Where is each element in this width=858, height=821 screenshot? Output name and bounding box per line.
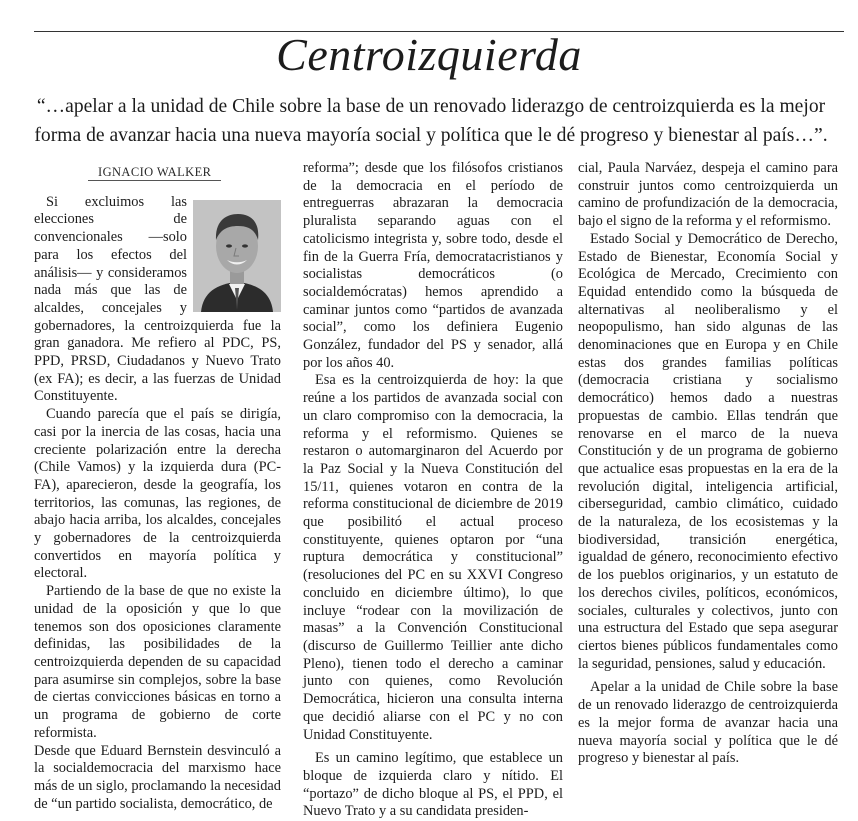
paragraph: reforma”; desde que los filósofos cristianos de la democracia en el período de entreguerras abrazaran la democracia pluralista separando aguas con el catolicismo integrista y, sobre todo, desde el fin de la Guerra Fría, democratacristianos y socialistas democráticos (o socialdemócratas) hemos aprendido a caminar juntos como “partidos de avanzada social”, como los definiera Eugenio González, fundador del PS y senador, allá por los años 40. — [303, 160, 563, 371]
author-portrait — [193, 200, 281, 312]
paragraph: Esa es la centroizquierda de hoy: la que reúne a los partidos de avanzada social con un claro compromiso con la democracia, la reforma y el reformismo. Quienes se restaron o automarginaron del Acuerdo por la Paz Social y la Nueva Constitución del 15/11, quienes votaron en contra de la reforma constitucional de diciembre de 2019 que posibilitó el actual proceso constituyente, quienes optaron por “una ruptura democrática y constitucional” (resoluciones del PC en su XXVI Congreso concluido en diciembre último), lo que incluye “rodear con la movilización de masas” a la Convención Constitucional (discurso de Guillermo Teillier ante dicho Pleno), tienen todo el derecho a caminar junto con quienes, como Revolución Democrática, hicieron una consulta interna que decidió aliarse con el PC y no con Unidad Constituyente. — [303, 372, 563, 743]
paragraph: Si excluimos las elecciones de convencionales —solo para los efectos del análisis— y consideramos nada más que las de alcaldes, concejales y gobernadores, la centroizquierda fue la gran ganadora. Me refiero al PDC, PS, PPD, PRSD, Ciudadanos y Nuevo Trato (ex FA); es decir, a las fuerzas de Unidad Constituyente. — [34, 193, 281, 405]
paragraph: cial, Paula Narváez, despeja el camino para construir juntos como centroizquierda un camino de profundización de la democracia, bajo el signo de la reforma y el reformismo. — [578, 160, 838, 230]
author-name: IGNACIO WALKER — [88, 165, 221, 181]
article-column-1 — [34, 164, 281, 813]
paragraph: Partiendo de la base de que no existe la unidad de la oposición y que lo que tenemos son dos oposiciones claramente definidas, las posibilidades de la centroizquierda dependen de su capacidad para asumirse sin complejos, sobre la base de ciertas convicciones básicas en torno a un programa de gobierno de corte reformista. — [34, 583, 281, 741]
article-title: Centroizquierda — [276, 29, 582, 80]
author-byline — [88, 164, 281, 182]
paragraph: Apelar a la unidad de Chile sobre la base de un renovado liderazgo de centroizquierda es la mejor forma de avanzar hacia una nueva mayoría social y política que le dé progreso y bienestar al país. — [578, 679, 838, 767]
pull-quote: “…apelar a la unidad de Chile sobre la base de un renovado liderazgo de centroizquierda es la mejor forma de avanzar hacia una nueva mayoría social y política que le dé progreso y bienestar al país…”. — [34, 96, 828, 146]
paragraph: Estado Social y Democrático de Derecho, Estado de Bienestar, Economía Social y Ecológica de Mercado, Crecimiento con Equidad entendido como la búsqueda de alternativas al neoliberalismo y el neopopulismo, han sido algunas de las denominaciones que en Europa y en Chile estas dos grandes familias políticas (democracia cristiana y socialismo democrático) hemos dado a nuestras propuestas de cambio. Ellas tendrán que renovarse en el marco de la nueva Constitución y de un programa de gobierno que actualice esas propuestas en la era de la revolución digital, inteligencia artificial, ciberseguridad, cambio climático, cuidado de la naturaleza, de los ecosistemas y la biodiversidad, transición energética, igualdad de género, reconocimiento efectivo de los pueblos originarios, y un estatuto de los derechos civiles, políticos, económicos, sociales, culturales y colectivos, junto con una estructura del Estado que sepa asegurar ciertos bienes públicos fundamentales como la seguridad, pensiones, salud y educación. — [578, 230, 838, 672]
article-column-3 — [578, 160, 838, 768]
paragraph: Cuando parecía que el país se dirigía, casi por la inercia de las cosas, hacia una creciente polarización entre la derecha (Chile Vamos) y la izquierda dura (PC-FA), aparecieron, desde la geografía, los territorios, las comunas, las regiones, de abajo hacia arriba, los alcaldes, concejales y gobernadores de la centroizquierda convertidos en mayoría política y electoral. — [34, 406, 281, 582]
paragraph: Es un camino legítimo, que establece un bloque de izquierda claro y nítido. El “portazo” de dicho bloque al PS, el PPD, el Nuevo Trato y a su candidata presiden- — [303, 750, 563, 820]
article-column-2 — [303, 160, 563, 821]
paragraph: Desde que Eduard Bernstein desvinculó a la socialdemocracia del marxismo hace más de un siglo, proclamando la necesidad de “un partido socialista, democrático, de — [34, 742, 281, 812]
